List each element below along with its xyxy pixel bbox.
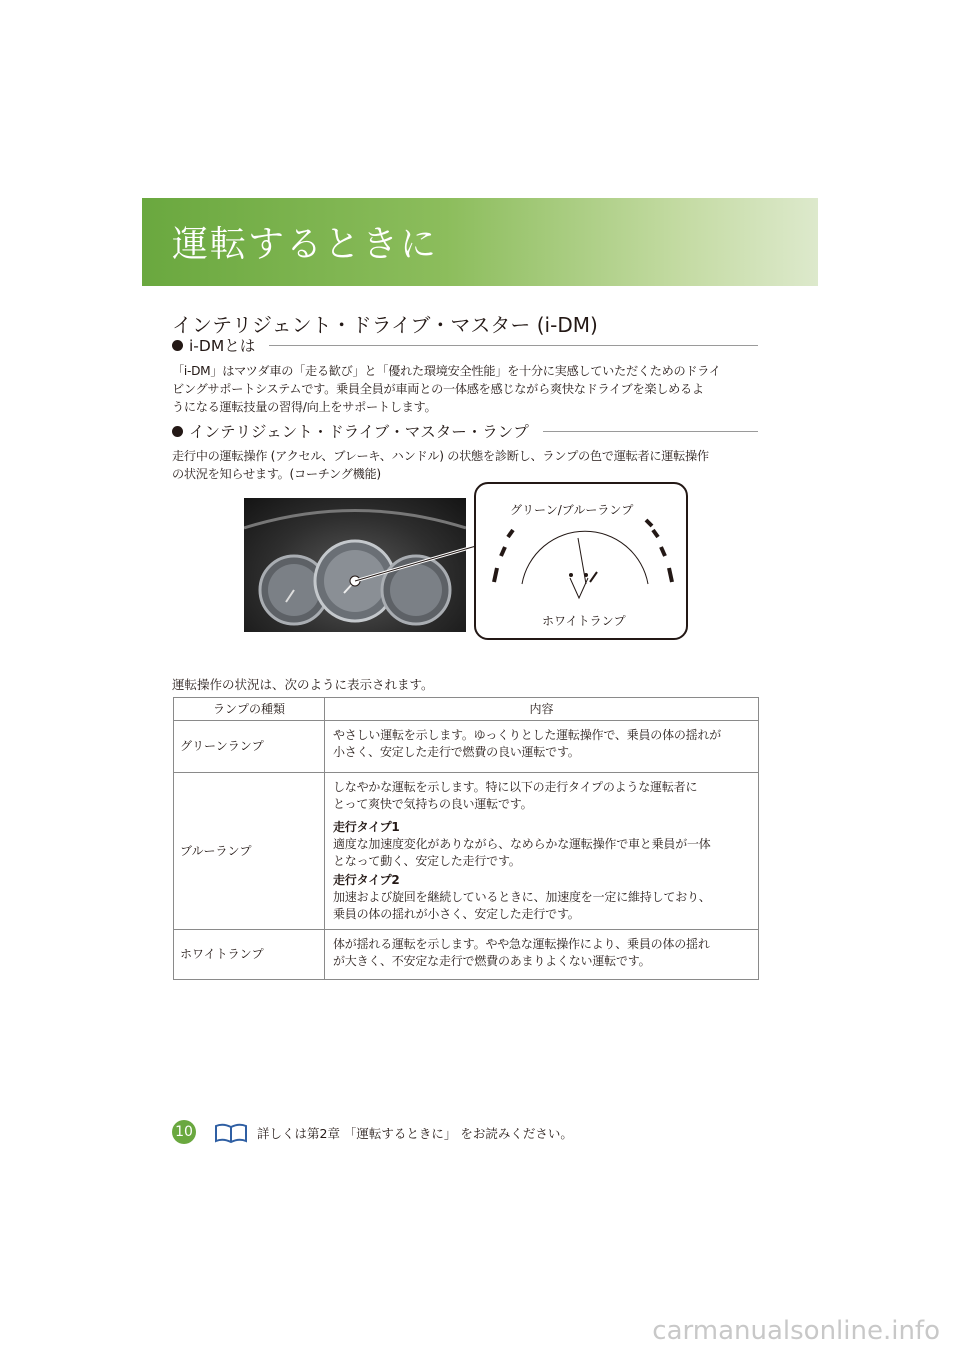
lamp-name: グリーンランプ (174, 721, 325, 773)
white-lamp-label: ホワイトランプ (542, 614, 626, 628)
page-number: 10 (172, 1120, 196, 1144)
reference-note: 詳しくは第2章 「運転するときに」 をお読みください。 (257, 1126, 573, 1141)
driving-type-2-label: 走行タイプ2 (333, 873, 400, 887)
section-title: i-DMとは (189, 337, 256, 355)
table-header-row (174, 698, 759, 721)
column-header-content: 内容 (325, 698, 759, 721)
description-text: しなやかな運転を示します。特に以下の走行タイプのような運転者に とって爽快で気持ちの良い運転です。 (333, 780, 698, 811)
lamp-description (325, 773, 759, 930)
green-blue-lamp-label: グリーン/ブルーランプ (510, 503, 634, 517)
driving-type-2-text: 加速および旋回を継続しているときに、加速度を一定に維持しており、 乗員の体の揺れが小さく、安定した走行です。 (333, 890, 711, 921)
lamp-name: ホワイトランプ (174, 930, 325, 980)
driving-type-1-text: 適度な加速度変化がありながら、なめらかな運転操作で車と乗員が一体 となって動く、安定した走行です。 (333, 837, 711, 868)
lamp-table (173, 697, 759, 980)
description-text: やさしい運転を示します。ゆっくりとした運転操作で、乗員の体の揺れが 小さく、安定した走行で燃費の良い運転です。 (333, 728, 722, 759)
description-text: 体が揺れる運転を示します。やや急な運転操作により、乗員の体の揺れ が大きく、不安定な走行で燃費のあまりよくない運転です。 (333, 937, 710, 968)
chapter-title: 運転するときに (172, 224, 439, 265)
table-intro: 運転操作の状況は、次のように表示されます。 (172, 677, 434, 692)
section-title: インテリジェント・ドライブ・マスター・ランプ (189, 423, 529, 441)
lamp-name: ブルーランプ (174, 773, 325, 930)
page-heading: インテリジェント・ドライブ・マスター (i-DM) (172, 313, 598, 337)
table-row (174, 721, 759, 773)
watermark: carmanualsonline.info (652, 1316, 940, 1346)
lamp-description (325, 721, 759, 773)
lamp-description (325, 930, 759, 980)
book-icon (214, 1122, 248, 1144)
column-header-lamp-type: ランプの種類 (174, 698, 325, 721)
section-body-idm: 「i-DM」はマツダ車の「走る歓び」と「優れた環境安全性能」を十分に実感していただくためのドライ ビングサポートシステムです。乗員全員が車両との一体感を感じながら爽快なドライブを楽しめるよ うになる運転技量の習得/向上をサポートします。 (172, 364, 721, 414)
table-row (174, 930, 759, 980)
table-row (174, 773, 759, 930)
section-body-lamp: 走行中の運転操作 (アクセル、ブレーキ、ハンドル) の状態を診断し、ランプの色で運転者に運転操作 の状況を知らせます。(コーチング機能) (172, 449, 709, 481)
lamp-callout (474, 482, 688, 640)
driving-type-1-label: 走行タイプ1 (333, 820, 400, 834)
